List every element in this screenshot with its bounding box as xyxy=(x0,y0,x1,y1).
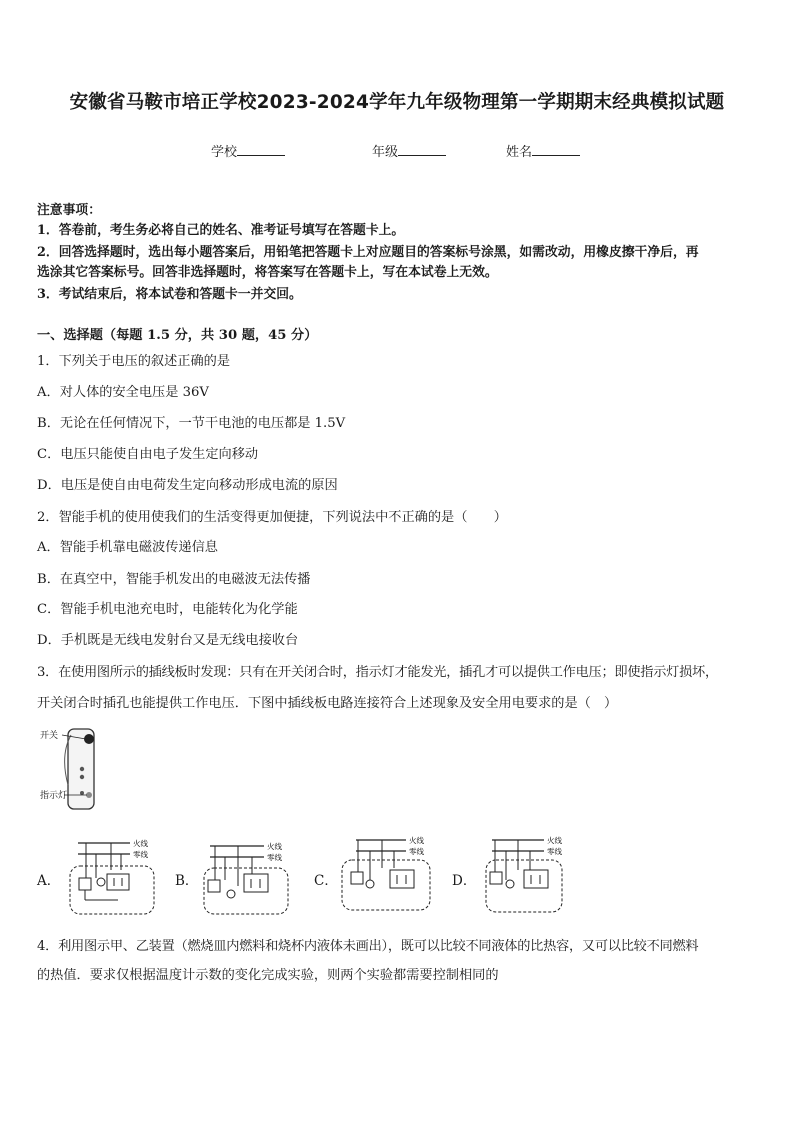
q4-stem-line-1: 4．利用图示甲、乙装置（燃烧皿内燃料和烧杯内液体未画出），既可以比较不同液体的比热容，又可以比较不同燃料 xyxy=(37,939,699,954)
q4-stem-line-2: 的热值．要求仅根据温度计示数的变化完成实验，则两个实验都需要控制相同的 xyxy=(37,968,499,983)
q3-stem-line-2: 开关闭合时插孔也能提供工作电压．下图中插线板电路连接符合上述现象及安全用电要求的是（ ） xyxy=(37,696,618,711)
socket-symbol xyxy=(524,870,548,888)
section-heading: 一、选择题（每题 1.5 分，共 30 题，45 分） xyxy=(37,328,318,343)
name-blank xyxy=(532,143,580,156)
live-wire-label: 火线 xyxy=(133,839,148,848)
school-blank xyxy=(237,143,285,156)
indicator-lamp-symbol xyxy=(97,878,105,886)
school-label: 学校 xyxy=(211,145,238,160)
q3-stem-line-1: 3．在使用图所示的插线板时发现：只有在开关闭合时，指示灯才能发光，插孔才可以提供工作电压；即使指示灯损坏， xyxy=(37,665,718,680)
socket-hole xyxy=(80,767,84,771)
socket-symbol xyxy=(244,874,268,892)
indicator-lamp-symbol xyxy=(366,880,374,888)
q3-option-c-label: C． xyxy=(314,873,338,889)
switch-label: 开关 xyxy=(40,731,59,741)
neutral-wire-label: 零线 xyxy=(409,847,424,856)
neutral-wire-label: 零线 xyxy=(133,850,148,859)
name-label: 姓名 xyxy=(506,145,533,160)
live-wire-label: 火线 xyxy=(409,836,424,845)
q1-option-c: C．电压只能使自由电子发生定向移动 xyxy=(37,447,259,462)
neutral-wire-label: 零线 xyxy=(547,847,562,856)
circuit-diagram-c xyxy=(338,830,438,914)
socket-symbol xyxy=(390,870,414,888)
name-field xyxy=(506,141,580,160)
neutral-wire-label: 零线 xyxy=(267,853,282,862)
indicator-lamp-symbol xyxy=(227,890,235,898)
q2-option-c: C．智能手机电池充电时，电能转化为化学能 xyxy=(37,602,298,617)
grade-blank xyxy=(398,143,446,156)
q1-option-d: D．电压是使自由电荷发生定向移动形成电流的原因 xyxy=(37,478,338,493)
grade-label: 年级 xyxy=(372,145,399,160)
notice-heading: 注意事项： xyxy=(37,203,101,218)
q3-option-d-label: D． xyxy=(452,873,477,889)
circuit-diagram-d xyxy=(480,830,580,914)
socket-hole xyxy=(80,791,84,795)
grade-field xyxy=(372,141,446,160)
page-title: 安徽省马鞍市培正学校2023-2024学年九年级物理第一学期期末经典模拟试题 xyxy=(69,92,725,113)
q3-option-b-label: B． xyxy=(175,873,199,889)
notice-item-3: 3．考试结束后，将本试卷和答题卡一并交回。 xyxy=(37,287,302,302)
school-field xyxy=(211,141,285,160)
q2-option-d: D．手机既是无线电发射台又是无线电接收台 xyxy=(37,633,299,648)
q3-option-a-label: A． xyxy=(37,873,61,889)
q1-option-a: A．对人体的安全电压是 36V xyxy=(37,385,209,400)
circuit-diagram-a xyxy=(66,834,164,918)
circuit-diagram-b xyxy=(200,834,298,918)
live-wire-label: 火线 xyxy=(267,842,282,851)
q2-option-b: B．在真空中，智能手机发出的电磁波无法传播 xyxy=(37,572,311,587)
power-strip-figure xyxy=(40,725,110,810)
indicator-label: 指示灯 xyxy=(40,791,68,801)
notice-item-1: 1．答卷前，考生务必将自己的姓名、准考证号填写在答题卡上。 xyxy=(37,223,405,238)
notice-item-2-line-2: 选涂其它答案标号。回答非选择题时，将答案写在答题卡上，写在本试卷上无效。 xyxy=(37,265,498,280)
q1-option-b: B．无论在任何情况下，一节干电池的电压都是 1.5V xyxy=(37,416,346,431)
indicator-lamp-symbol xyxy=(506,880,514,888)
live-wire-label: 火线 xyxy=(547,836,562,845)
q2-stem: 2．智能手机的使用使我们的生活变得更加便捷，下列说法中不正确的是（ ） xyxy=(37,510,507,525)
socket-symbol xyxy=(107,874,129,890)
q2-option-a: A．智能手机靠电磁波传递信息 xyxy=(37,540,218,555)
q1-stem: 1．下列关于电压的叙述正确的是 xyxy=(37,354,231,369)
notice-item-2-line-1: 2．回答选择题时，选出每小题答案后，用铅笔把答题卡上对应题目的答案标号涂黑，如需改动，用橡皮擦干净后，再 xyxy=(37,245,699,260)
socket-hole xyxy=(80,775,84,779)
